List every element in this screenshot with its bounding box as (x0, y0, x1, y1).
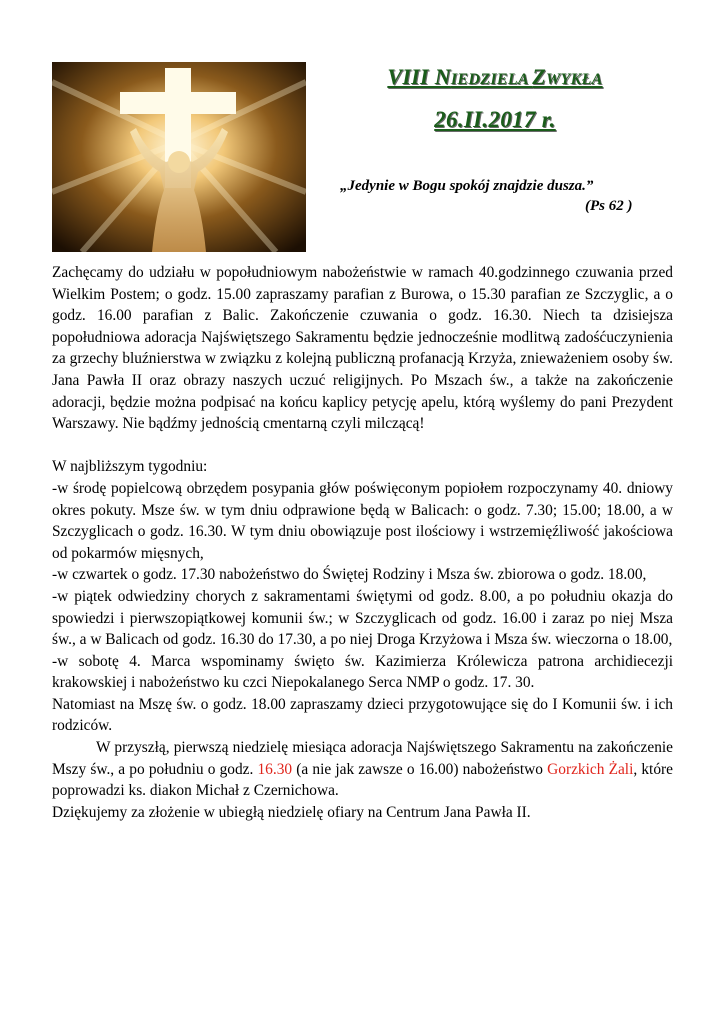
title-part: WYKŁA (546, 71, 603, 88)
sunday-text: (a nie jak zawsze o 16.00) nabożeństwo (292, 760, 548, 778)
title-part: VIII N (387, 64, 451, 89)
list-item-friday: -w piątek odwiedziny chorych z sakramentami świętymi od godz. 8.00, a po południu okazja do spowiedzi i pierwszopiątkowej komunii św.; w Szczyglicach od godz. 16.00 i zaraz po niej Msza św., a w Balicach od godz. 16.30 do 17.30, a po niej Droga Krzyżowa i Msza św. wieczorna o 18.00, (52, 587, 673, 649)
paragraph-sunday (52, 737, 673, 802)
sunday-time-highlight: 16.30 (257, 760, 293, 778)
week-heading: W najbliższym tygodniu: (52, 458, 208, 476)
list-item-thursday: -w czwartek o godz. 17.30 nabożeństwo do Świętej Rodziny i Msza św. zbiorowa o godz. 18.00, (52, 566, 647, 584)
page-title (330, 64, 660, 93)
page-date: 26.II.2017 r. (434, 107, 556, 132)
paragraph-intro: Zachęcamy do udziału w popołudniowym nabożeństwie w ramach 40.godzinnego czuwania przed Wielkim Postem; o godz. 15.00 zapraszamy parafian z Burowa, o 15.30 parafian ze Szczyglic, a o godz. 16.00 parafian z Balic. Zakończenie czuwania o godz. 16.30. Niech ta dzisiejsza popołudniowa adoracja Najświętszego Sakramentu będzie jednocześnie modlitwą zadośćuczynienia za grzechy bluźnierstwa w związku z kolejną publiczną profanacją Krzyża, znieważeniem osoby św. Jana Pawła II oraz obrazy naszych uczuć religijnych. Po Mszach św., a także na zakończenie adoracji, będzie można podpisać na końcu kaplicy petycję apelu, którą wyślemy do pani Prezydent Warszawy. Nie bądźmy jednością cmentarną czyli milczącą! (52, 264, 673, 433)
motto (340, 176, 670, 216)
title-part: Z (532, 64, 547, 89)
sunday-service-highlight: Gorzkich Żali (547, 760, 634, 778)
motto-reference: (Ps 62 ) (585, 198, 633, 214)
paragraph-communion: Natomiast na Mszę św. o godz. 18.00 zapraszamy dzieci przygotowujące się do I Komunii św. i ich rodziców. (52, 695, 673, 735)
announcements (52, 262, 673, 823)
sunday-text: , które poprowadzi ks. diakon Michał z Czernichowa. (52, 760, 673, 800)
sunday-text: W przyszłą, pierwszą niedzielę miesiąca adoracja Najświętszego Sakramentu na zakończenie Mszy św., a po południu o godz. (52, 739, 673, 778)
cross-image (52, 62, 306, 252)
title-part: IEDZIELA (450, 71, 533, 88)
paragraph-thanks: Dziękujemy za złożenie w ubiegłą niedzielę ofiary na Centrum Jana Pawła II. (52, 803, 531, 821)
list-item-wednesday: -w środę popielcową obrzędem posypania głów poświęconym popiołem rozpoczynamy 40. dniowy okres pokuty. Msze św. w tym dniu odprawione będą w Balicach: o godz. 7.30; 15.00; 18.00, a w Szczyglicach o godz. 16.30. W tym dniu obowiązuje post ilościowy i wstrzemięźliwość jakościowa od pokarmów mięsnych, (52, 479, 673, 562)
list-item-saturday: -w sobotę 4. Marca wspominamy święto św. Kazimierza Królewicza patrona archidiecezji krakowskiej i nabożeństwo ku czci Niepokalanego Serca NMP o godz. 17. 30. (52, 652, 673, 692)
motto-quote: „Jedynie w Bogu spokój znajdzie dusza.” (340, 178, 594, 194)
title-block (330, 64, 660, 133)
cross-with-raised-arms-icon (52, 62, 306, 252)
